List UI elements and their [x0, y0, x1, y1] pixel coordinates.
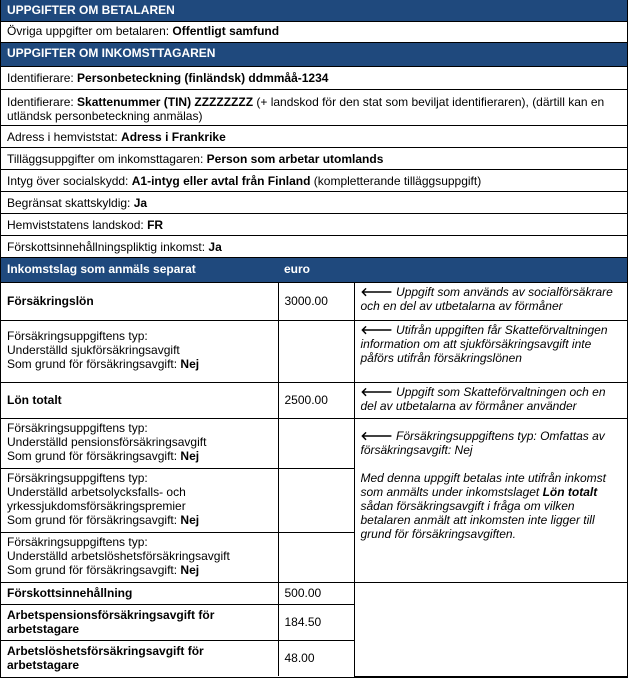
amount-cell: 2500.00	[278, 382, 354, 418]
insurance-type-heading: Försäkringsuppgiftens typ:	[7, 420, 148, 435]
insurance-type-value: Underställd arbetslöshetsförsäkringsavgift	[7, 548, 230, 563]
empty-note-cell	[354, 582, 627, 676]
insurance-basis-line	[7, 449, 272, 463]
income-type-label: Lön totalt	[7, 393, 62, 407]
basis-label: Som grund för försäkringsavgift:	[7, 356, 181, 371]
basis-label: Som grund för försäkringsavgift:	[7, 562, 181, 577]
field-value: Person som arbetar utomlands	[206, 152, 384, 166]
insurance-type-value: Underställd arbetsolycksfalls- och yrkessjukdomsförsäkringspremier	[7, 484, 186, 513]
insurance-type-heading: Försäkringsuppgiftens typ:	[7, 534, 148, 549]
insurance-type-heading: Försäkringsuppgiftens typ:	[7, 328, 148, 343]
amount-cell: 184.50	[278, 604, 354, 640]
payer-other-value: Offentligt samfund	[172, 24, 280, 38]
field-value: Personbeteckning (finländsk) ddmmåå-1234	[77, 71, 329, 85]
amount-cell: 3000.00	[278, 282, 354, 320]
field-value: Ja	[133, 196, 148, 210]
group-note-cell	[354, 418, 627, 582]
left-arrow-icon: 🡐	[360, 384, 393, 399]
table-row-forskott	[1, 582, 627, 604]
recipient-row-id-personal	[1, 67, 627, 90]
insurance-type-cell	[1, 532, 278, 582]
field-value: FR	[147, 218, 164, 232]
col-header-currency: euro	[278, 258, 627, 282]
note-text: Uppgift som Skatteförvaltningen och en del av utbetalarna av förmåner använder	[360, 384, 606, 413]
income-type-label: Arbetslöshetsförsäkringsavgift för arbetstagare	[7, 644, 204, 673]
recipient-row-country-code	[1, 214, 627, 236]
table-row-sjukforsakring	[1, 320, 627, 382]
left-arrow-icon: 🡐	[360, 322, 393, 337]
field-value: A1-intyg eller avtal från Finland	[131, 174, 311, 188]
field-value: Skattenummer (TIN) ZZZZZZZZ	[77, 95, 254, 109]
income-type-label: Förskottsinnehållning	[7, 586, 133, 600]
payer-section-header: UPPGIFTER OM BETALAREN	[1, 0, 627, 22]
insurance-type-value: Underställd pensionsförsäkringsavgift	[7, 434, 207, 449]
recipient-section-header: UPPGIFTER OM INKOMSTTAGAREN	[1, 43, 627, 67]
payer-other-info-row	[1, 22, 627, 43]
left-arrow-icon: 🡐	[360, 284, 393, 299]
note-cell	[354, 282, 627, 320]
amount-cell	[278, 468, 354, 532]
table-row-forsakringslon	[1, 282, 627, 320]
note-cell	[354, 320, 627, 382]
income-type-cell	[1, 640, 278, 676]
recipient-row-limited-tax	[1, 192, 627, 214]
income-type-cell	[1, 382, 278, 418]
amount-cell	[278, 418, 354, 468]
field-label: Förskottsinnehållningspliktig inkomst:	[7, 240, 209, 254]
basis-value: Nej	[180, 356, 200, 371]
recipient-row-additional-info	[1, 148, 627, 170]
note-text: Med denna uppgift betalas inte utifrån inkomst som anmälts under inkomstslaget	[360, 471, 606, 499]
income-type-cell	[1, 582, 278, 604]
income-table-header	[1, 258, 627, 282]
amount-cell: 48.00	[278, 640, 354, 676]
field-suffix: (+ landskod för den stat som beviljat identifieraren), (därtill kan en utländsk personbeteckning anmälas)	[7, 95, 605, 123]
income-type-label: Försäkringslön	[7, 294, 94, 308]
note-text: Uppgift som används av socialförsäkrare och en del av utbetalarna av förmåner	[360, 284, 613, 313]
amount-cell	[278, 532, 354, 582]
left-arrow-icon: 🡐	[360, 429, 393, 443]
income-types-table	[1, 258, 627, 677]
field-label: Begränsat skattskyldig:	[7, 196, 134, 210]
basis-value: Nej	[180, 512, 200, 527]
recipient-row-address	[1, 126, 627, 148]
insurance-type-cell	[1, 418, 278, 468]
recipient-row-id-tin	[1, 90, 627, 126]
note-text: Utifrån uppgiften får Skatteförvaltningen information om att sjukförsäkringsavgift inte påförs utifrån försäkringslönen	[360, 322, 608, 365]
basis-label: Som grund för försäkringsavgift:	[7, 448, 181, 463]
field-label: Adress i hemviststat:	[7, 130, 122, 144]
income-type-cell	[1, 282, 278, 320]
note-text: Försäkringsuppgiftens typ: Omfattas av försäkringsavgift: Nej	[360, 429, 605, 457]
insurance-basis-line	[7, 563, 272, 577]
table-row-pension	[1, 418, 627, 468]
insurance-type-heading: Försäkringsuppgiftens typ:	[7, 470, 148, 485]
field-label: Tilläggsuppgifter om inkomsttagaren:	[7, 152, 207, 166]
insurance-type-value: Underställd sjukförsäkringsavgift	[7, 342, 180, 357]
field-value: Adress i Frankrike	[121, 130, 226, 144]
table-row-lon-totalt	[1, 382, 627, 418]
insurance-basis-line	[7, 513, 272, 527]
income-type-label: Arbetspensionsförsäkringsavgift för arbetstagare	[7, 608, 215, 636]
col-header-income-type: Inkomstslag som anmäls separat	[1, 258, 278, 282]
field-value: Ja	[208, 240, 222, 254]
basis-value: Nej	[180, 448, 200, 463]
group-note-p1	[361, 429, 622, 457]
basis-value: Nej	[180, 562, 200, 577]
recipient-row-social-security	[1, 170, 627, 192]
insurance-type-cell	[1, 320, 278, 382]
note-cell	[354, 382, 627, 418]
amount-cell	[278, 320, 354, 382]
field-label: Hemviststatens landskod:	[7, 218, 148, 232]
income-type-cell	[1, 604, 278, 640]
basis-label: Som grund för försäkringsavgift:	[7, 512, 181, 527]
amount-cell: 500.00	[278, 582, 354, 604]
insurance-type-cell	[1, 468, 278, 532]
group-note-p2	[361, 471, 622, 541]
payer-other-label: Övriga uppgifter om betalaren:	[7, 24, 173, 38]
recipient-row-withholding	[1, 236, 627, 258]
insurance-basis-line	[7, 357, 272, 371]
field-label: Identifierare:	[7, 95, 78, 109]
note-text: sådan försäkringsavgift i fråga om vilken betalaren anmält att inkomsten inte ligger till grund för försäkringsavgiften.	[360, 499, 595, 541]
field-suffix: (kompletterande tilläggsuppgift)	[310, 174, 482, 188]
field-label: Intyg över socialskydd:	[7, 174, 132, 188]
note-emphasis: Lön totalt	[542, 485, 598, 499]
field-label: Identifierare:	[7, 71, 78, 85]
